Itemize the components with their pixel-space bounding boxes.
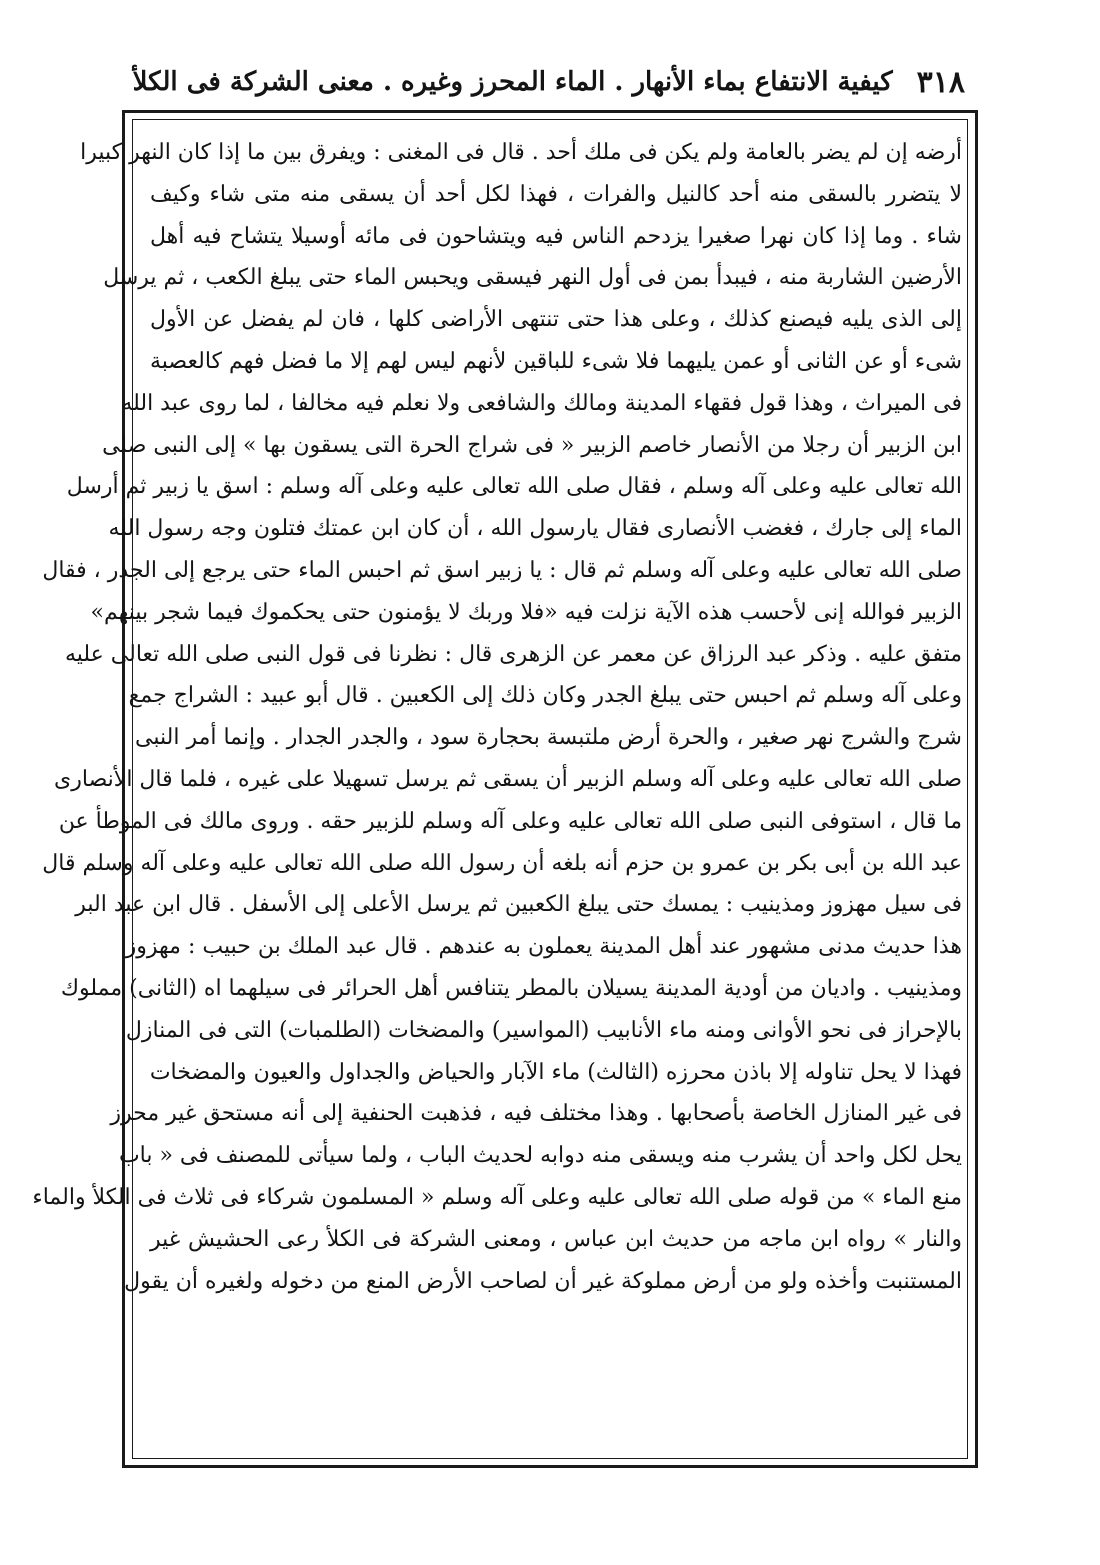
- text-line: شاء . وما إذا كان نهرا صغيرا يزدحم الناس فيه ويتشاحون فى مائه أوسيلا يتشاح فيه أهل: [150, 223, 962, 249]
- text-line: شرج والشرج نهر صغير ، والحرة أرض ملتبسة بحجارة سود ، والجدر الجدار . وإنما أمر النبى: [135, 725, 962, 751]
- text-line: بالإحراز فى نحو الأوانى ومنه ماء الأنابيب (المواسير) والمضخات (الطلمبات) التى فى المنازل: [125, 1017, 962, 1043]
- text-line: متفق عليه . وذكر عبد الرزاق عن معمر عن الزهرى قال : نظرنا فى قول النبى صلى الله تعالى عليه: [64, 641, 962, 667]
- page-header: [132, 58, 965, 106]
- text-line: شىء أو عن الثانى أو عمن يليهما فلا شىء للباقين لأنهم ليس لهم إلا ما فضل فهم كالعصبة: [150, 348, 962, 374]
- text-line: ومذينيب . واديان من أودية المدينة يسيلان بالمطر يتنافس أهل الحرائر فى سيلهما اه (الثانى) مملوك: [60, 975, 962, 1001]
- page-number: ٣١٨: [916, 64, 965, 100]
- text-line: ما قال ، استوفى النبى صلى الله تعالى عليه وعلى آله وسلم للزبير حقه . وروى مالك فى الموطأ عن: [58, 808, 962, 834]
- text-line: المستنبت وأخذه ولو من أرض مملوكة غير أن لصاحب الأرض المنع من دخوله ولغيره أن يقول: [124, 1268, 962, 1294]
- text-line: الماء إلى جارك ، فغضب الأنصارى فقال يارسول الله ، أن كان ابن عمتك فتلون وجه رسول الله: [108, 516, 962, 542]
- text-line: صلى الله تعالى عليه وعلى آله وسلم الزبير أن يسقى ثم يرسل تسهيلا على غيره ، فلما قال الأنصارى: [54, 766, 962, 792]
- running-title: كيفية الانتفاع بماء الأنهار . الماء المحرز وغيره . معنى الشركة فى الكلأ: [132, 67, 893, 97]
- text-line: لا يتضرر بالسقى منه أحد كالنيل والفرات ، فهذا لكل أحد أن يسقى منه متى شاء وكيف: [150, 181, 962, 207]
- text-line: منع الماء » من قوله صلى الله تعالى عليه وعلى آله وسلم « المسلمون شركاء فى ثلاث فى الكلأ والماء: [32, 1184, 962, 1210]
- text-line: فى غير المنازل الخاصة بأصحابها . وهذا مختلف فيه ، فذهبت الحنفية إلى أنه مستحق غير محرز: [110, 1101, 962, 1127]
- text-line: والنار » رواه ابن ماجه من حديث ابن عباس ، ومعنى الشركة فى الكلأ رعى الحشيش غير: [150, 1226, 962, 1252]
- body-text: [32, 136, 962, 1306]
- text-line: إلى الذى يليه فيصنع كذلك ، وعلى هذا حتى تنتهى الأراضى كلها ، فان لم يفضل عن الأول: [150, 307, 962, 333]
- text-line: هذا حديث مدنى مشهور عند أهل المدينة يعملون به عندهم . قال عبد الملك بن حبيب : مهزوز: [125, 934, 962, 960]
- text-line: أرضه إن لم يضر بالعامة ولم يكن فى ملك أحد . قال فى المغنى : ويفرق بين ما إذا كان النهر كبيرا: [80, 140, 962, 165]
- text-line: فى الميراث ، وهذا قول فقهاء المدينة ومالك والشافعى ولا نعلم فيه مخالفا ، لما روى عبد الله: [121, 390, 962, 416]
- text-line: فهذا لا يحل تناوله إلا باذن محرزه (الثالث) ماء الآبار والحياض والجداول والعيون والمضخات: [149, 1059, 962, 1085]
- text-line: وعلى آله وسلم ثم احبس حتى يبلغ الجدر وكان ذلك إلى الكعبين . قال أبو عبيد : الشراج جمع: [128, 683, 962, 709]
- text-line: صلى الله تعالى عليه وعلى آله وسلم ثم قال : يا زبير اسق ثم احبس الماء حتى يرجع إلى الجدر ، فقال: [42, 557, 962, 583]
- text-line: ابن الزبير أن رجلا من الأنصار خاصم الزبير « فى شراج الحرة التى يسقون بها » إلى النبى صلى: [102, 432, 962, 458]
- text-line: عبد الله بن أبى بكر بن عمرو بن حزم أنه بلغه أن رسول الله صلى الله تعالى عليه وعلى آله وسلم قال: [42, 850, 962, 876]
- text-line: الله تعالى عليه وعلى آله وسلم ، فقال صلى الله تعالى عليه وعلى آله وسلم : اسق يا زبير ثم أرسل: [66, 474, 962, 500]
- text-line: فى سيل مهزوز ومذينيب : يمسك حتى يبلغ الكعبين ثم يرسل الأعلى إلى الأسفل . قال ابن عبد البر: [75, 892, 962, 918]
- text-line: الزبير فوالله إنى لأحسب هذه الآية نزلت فيه «فلا وربك لا يؤمنون حتى يحكموك فيما شجر بينهم»: [90, 599, 962, 625]
- text-line: يحل لكل واحد أن يشرب منه ويسقى منه دوابه لحديث الباب ، ولما سيأتى للمصنف فى « باب: [118, 1143, 962, 1169]
- text-line: الأرضين الشاربة منه ، فيبدأ بمن فى أول النهر فيسقى ويحبس الماء حتى يبلغ الكعب ، ثم يرسل: [103, 265, 962, 291]
